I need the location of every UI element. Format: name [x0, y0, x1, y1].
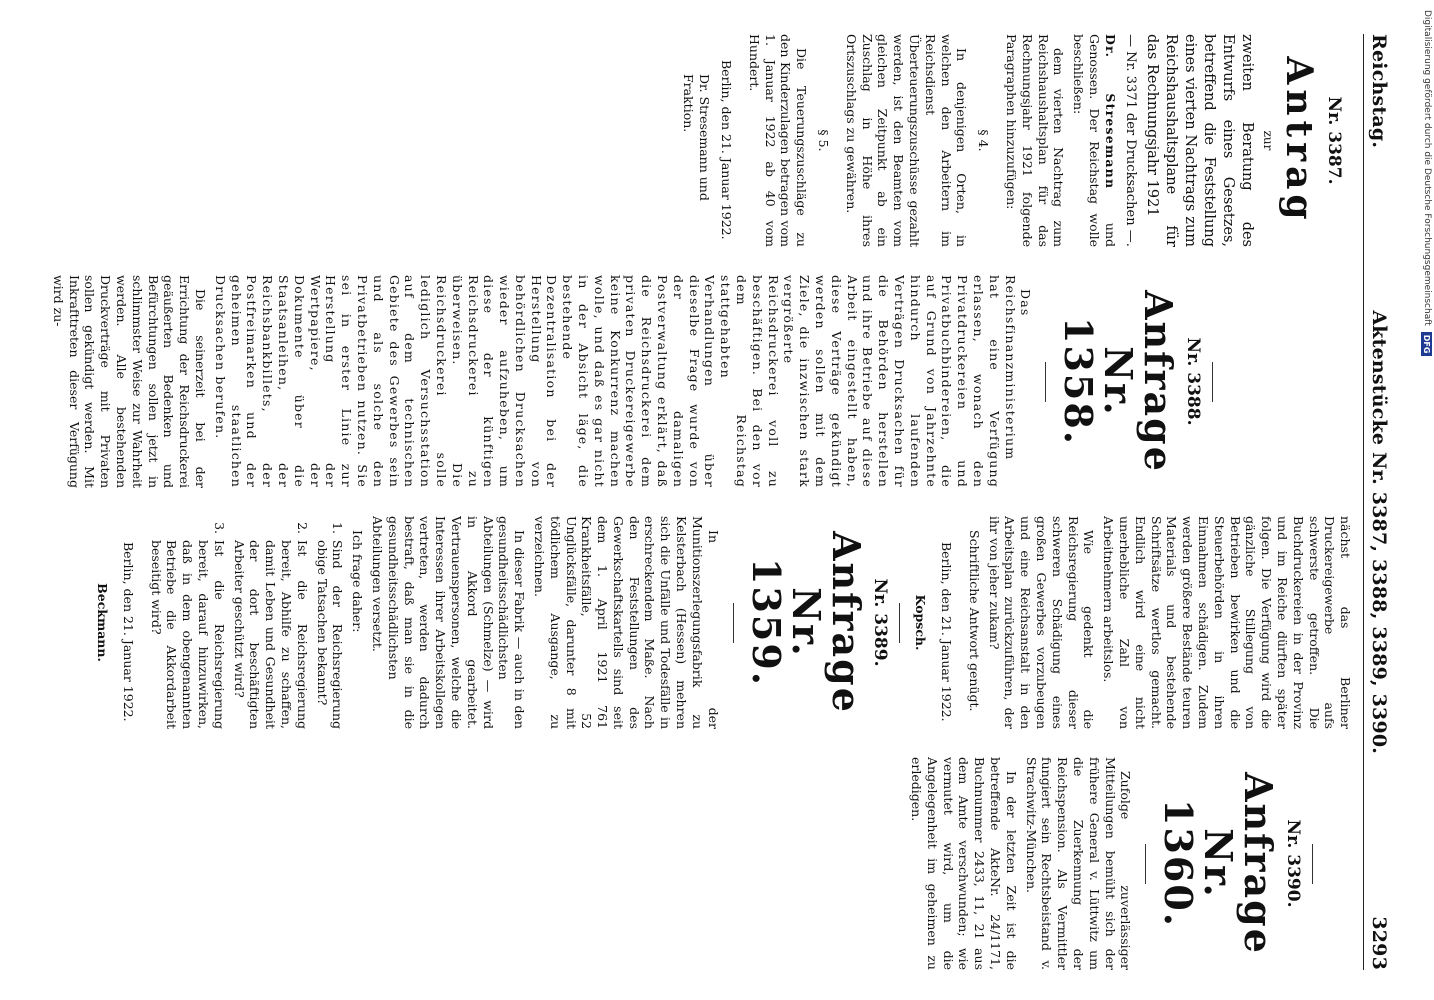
- paragraph-4-heading: § 4.: [976, 129, 992, 152]
- antrag-signature: Dr. Stresemann und Fraktion.: [681, 74, 713, 201]
- antrag-title: Antrag: [1278, 56, 1321, 225]
- antrag-intro: [1070, 34, 1117, 247]
- question-text: Sind der Reichsregierung obige Tatsachen bekannt?: [314, 540, 346, 729]
- column-3: [28, 516, 1353, 729]
- anfrage-1358-title: Anfrage Nr. 1358.: [1056, 290, 1182, 473]
- doc-number-3387: Nr. 3387.: [1324, 96, 1345, 185]
- anfrage-1358-question: Wie gedenkt die Reichsregierung dieser schweren Schädigung eines großen Gewerbes vorzubeugen und eine Reichsanstalt in den Arbeitsplan zurückzuführen, der ihr von jeher zukam?: [986, 516, 1097, 729]
- intro-rest: und Genossen. Der Reichstag wolle beschließen:: [1071, 34, 1118, 247]
- divider: [1145, 844, 1146, 884]
- anfrage-1360-title: Anfrage Nr. 1360.: [1156, 772, 1282, 955]
- page-number: 3293: [1368, 916, 1390, 970]
- divider: [733, 603, 734, 643]
- anfrage-1359-ask: Ich frage daher:: [350, 530, 366, 633]
- question-text: Ist die Reichsregierung bereit, darauf hinzuwirken, daß in dem obengenannten Betriebe die Akkordarbeit beseitigt wird?: [148, 540, 227, 729]
- side-note: [1421, 10, 1433, 990]
- zur-label: zur: [1261, 130, 1276, 151]
- side-note-text: Digitalisierung gefördert durch die Deutsche Forschungsgemeinschaft: [1422, 10, 1432, 326]
- anfrage-1360-p2: In der letzten Zeit ist die betreffende AkteNr. 24/1171, Buchnummer 2433, 11, 21 aus dem Amte verschwunden; wie vermutet wird, um die Angelegenheit im geheimen zu erledigen.: [909, 757, 1019, 970]
- doc-number-3388: Nr. 3388.: [1183, 337, 1204, 426]
- antrag-lead: zweiten Beratung des Entwurfs eines Gesetzes, betreffend die Feststellung eines vierten Nachtrags zum Reichshaushaltsplane für das Rechnungsjahr 1921: [1143, 34, 1255, 247]
- header-title: Aktenstücke Nr. 3387, 3388, 3389, 3390.: [1368, 310, 1390, 755]
- anfrage-1359-title: Anfrage Nr. 1359.: [743, 531, 869, 714]
- divider: [899, 603, 900, 643]
- columns: [28, 34, 1353, 970]
- anfrage-1359-p1: In der Munitionszerlegungsfabrik zu Kelsterbach (Hessen) mehren sich die Unfälle und Todesfälle in erschreckendem Maße. Nach den Feststellungen des Gewerkschaftskartells sind seit dem 1. April 1921 761 Krankheitsfälle, 52 Unglücksfälle, darunter 8 mit tödlichem Ausgange, zu verzeichnen.: [531, 516, 721, 729]
- anfrage-1358-p1: Das Reichsfinanzministerium hat eine Verfügung erlassen, wonach den Privatdruckereien und Privatbuchbindereien, die auf Grund von Jahrzehnte hindurch laufenden Verträgen Drucksachen für die Behörden herstellen und ihre Betriebe auf diese Arbeit eingestellt haben, diese Verträge gekündigt werden sollen mit dem Ziele, die inzwischen stark vergrößerte Reichsdruckerei voll zu beschäftigen. Bei den vor dem Reichstag stattgehabten Verhandlungen über dieselbe Frage wurde von der damaligen Postverwaltung erklärt, daß die Reichsdruckerei dem privaten Druckereigewerbe keine Konkurrenz machen wolle, und daß es gar nicht in der Absicht läge, die bestehende Dezentralisation bei der Herstellung von behördlichen Drucksachen wieder aufzuheben, um diese der künftigen Reichsdruckerei zu überweisen. Die Reichsdruckerei solle lediglich Versuchsstation auf dem technischen Gebiete des Gewerbes sein und als solche den Privatbetrieben nutzen. Sie sei in erster Linie zur Herstellung der Wertpapiere, der Dokumente über die Staatsanleihen, der Reichsbankbillets, der Postfreimarken und der geheimen staatlichen Drucksachen berufen.: [212, 275, 1034, 488]
- question-item: [148, 516, 227, 729]
- question-number: 2.: [294, 522, 310, 534]
- anfrage-1359-p2: In dieser Fabrik — auch in den gesundheitsschädlichsten Abteilungen (Schmelze) — wird in Akkord gearbeitet. Vertrauenspersonen, welche die Interessen ihrer Arbeitskollegen vertreten, werden dadurch bestraft, daß man sie in die gesundheitsschädlichsten Abteilungen versetzt.: [369, 516, 528, 729]
- divider: [1312, 844, 1313, 884]
- anfrage-1358-answer-note: Schriftliche Antwort genügt.: [966, 530, 982, 712]
- anfrage-1358-p2: Die seinerzeit bei der Errichtung der Reichsdruckerei geäußerten Bedenken und Befürchtungen sollen jetzt in schlimmster Weise zur Wahrheit werden. Alle bestehenden Druckverträge mit Privaten sollen gekündigt werden. Mit Inkrafttreten dieser Verfügung wird zu-: [50, 275, 208, 488]
- anfrage-1358-date: Berlin, den 21. Januar 1922.: [939, 542, 955, 722]
- column-2: [28, 275, 1353, 488]
- doc-number-3389: Nr. 3389.: [870, 578, 891, 667]
- question-text: Ist die Reichsregierung bereit, Abhilfe zu schaffen, damit Leben und Gesundheit der dort beschäftigten Arbeiter geschützt wird?: [231, 540, 310, 729]
- question-number: 3.: [211, 522, 227, 534]
- anfrage-1359-signature: Beckmann.: [95, 583, 110, 662]
- question-number: 1.: [330, 522, 346, 534]
- antrag-reference: — Nr. 3371 der Drucksachen —.: [1122, 34, 1138, 247]
- anfrage-1358-signature: Kopsch.: [913, 594, 929, 651]
- question-item: [314, 516, 346, 729]
- divider: [1045, 362, 1046, 402]
- divider: [1212, 362, 1213, 402]
- paragraph-4-text: In denjenigen Orten, in welchen den Arbeitern im Reichsdienst Überteuerungszuschüsse gezahlt werden, ist den Beamten vom gleichen Zeitpunkt ab ein Zuschlag in Höhe ihres Ortszuschlags zu gewähren.: [843, 34, 970, 247]
- paragraph-5-text: Die Teuerungszuschläge zu den Kinderzulagen betragen vom 1. Januar 1922 ab 40 vom Hundert.: [746, 34, 810, 247]
- antrag-date: Berlin, den 21. Januar 1922.: [719, 60, 735, 240]
- question-item: [231, 516, 310, 729]
- intro-name: Dr. Stresemann: [1102, 34, 1118, 190]
- antrag-resolve: dem vierten Nachtrag zum Reichshaushaltsplan für das Rechnungsjahr 1921 folgende Paragraphen hinzuzufügen:: [1004, 34, 1067, 247]
- anfrage-1358-continuation: nächst das Berliner Druckereigewerbe aufs schwerste getroffen. Die Buchdruckereien in der Provinz und im Reiche dürften später folgen. Die Verfügung wird die gänzliche Stillegung von Betrieben bewirken und die Steuerbehörden in ihren Einnahmen schädigen. Zudem werden größere Bestände teuren Materials und bestehende Schriftsätze wertlos gemacht. Endlich wird eine nicht unerhebliche Zahl von Arbeitnehmern arbeitslos.: [1101, 516, 1354, 729]
- header-left: Reichstag.: [1368, 34, 1390, 149]
- dfg-badge: DFG: [1422, 332, 1433, 357]
- anfrage-1360-p1: Zufolge zuverlässiger Mitteilungen bemüht sich der frühere General v. Lüttwitz um die Zuerkennung der Reichspension. Als Vermittler fungiert sein Rechtsbeistand v. Strachwitz-München.: [1023, 757, 1134, 970]
- doc-number-3390: Nr. 3390.: [1283, 819, 1304, 908]
- page-header: [1363, 34, 1390, 970]
- column-4: [28, 757, 1353, 970]
- anfrage-1359-date: Berlin, den 21. Januar 1922.: [120, 542, 136, 722]
- paragraph-5-heading: § 5.: [816, 129, 832, 152]
- column-1: [28, 34, 1353, 247]
